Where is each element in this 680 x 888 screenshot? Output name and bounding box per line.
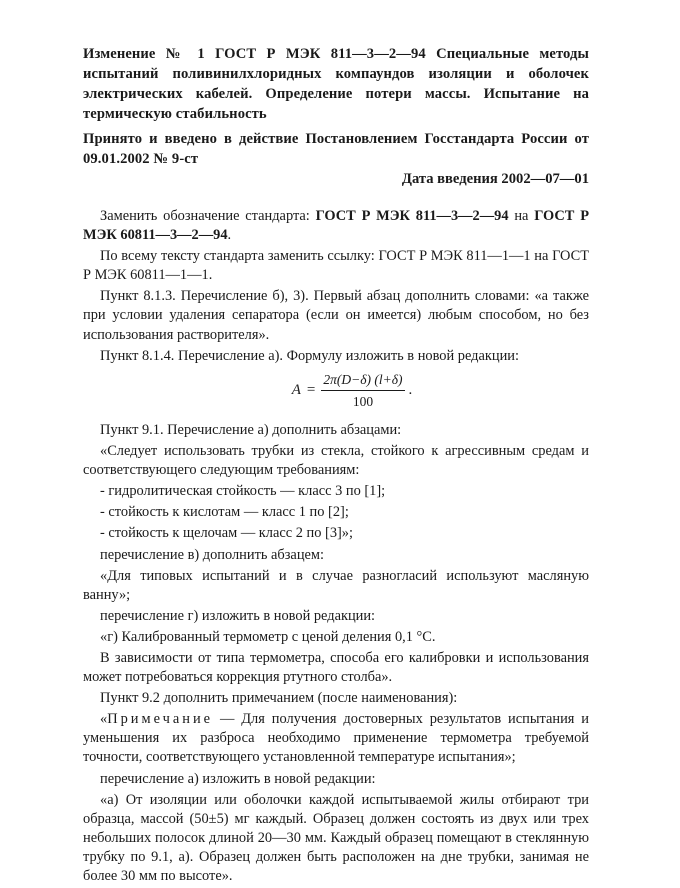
list-item-acid: - стойкость к кислотам — класс 1 по [2]; [100, 504, 349, 521]
paragraph-enum-g: перечисление г) изложить в новой редакции: [100, 607, 376, 624]
paragraph-calibration: В зависимости от типа термометра, способа его калибровки и использования может потребоваться коррекция ртутного столба». [83, 649, 589, 686]
paragraph-oil-bath: «Для типовых испытаний и в случае разногласий используют масляную ванну»; [83, 567, 589, 603]
formula [115, 370, 589, 411]
note-label: Примечание [107, 711, 214, 728]
paragraph-note [83, 710, 589, 767]
formula-lhs: A [291, 381, 301, 398]
document-body [83, 207, 589, 886]
note-open-quote: « [100, 711, 108, 728]
formula-fraction [321, 370, 404, 411]
effective-date: Дата введения 2002—07—01 [401, 171, 589, 187]
document-page [83, 44, 589, 888]
new-designation: ГОСТ Р МЭК 60811—3—2—94 [83, 208, 589, 244]
adoption-note: Принято и введено в действие Постановлением Госстандарта России от 09.01.2002 № 9-ст [83, 131, 589, 167]
paragraph-enum-v: перечисление в) дополнить абзацем: [100, 546, 325, 563]
paragraph-thermometer: «г) Калиброванный термометр с ценой деления 0,1 °С. [100, 628, 436, 645]
formula-end: . [408, 381, 413, 398]
list-item-hydrolytic: - гидролитическая стойкость — класс 3 по [1]; [100, 483, 386, 500]
note-text: — Для получения достоверных результатов испытания и уменьшения их разброса необходимо применение термометра требуемой точности, соответствующего установленной температуре испытания»; [83, 711, 589, 766]
paragraph-9-1: Пункт 9.1. Перечисление а) дополнить абзацами: [100, 421, 402, 438]
paragraph-reference: По всему тексту стандарта заменить ссылку: ГОСТ Р МЭК 811—1—1 на ГОСТ Р МЭК 60811—1—1. [83, 248, 589, 284]
replace-end: . [227, 227, 232, 244]
list-item-alkali: - стойкость к щелочам — класс 2 по [3]»; [100, 525, 353, 542]
old-designation: ГОСТ Р МЭК 811—3—2—94 [315, 208, 509, 224]
paragraph-enum-a: перечисление а) изложить в новой редакции: [100, 770, 376, 787]
paragraph-8-1-3: Пункт 8.1.3. Перечисление б), 3). Первый абзац дополнить словами: «а также при условии удаления сепаратора (если он имеется) любым способом, но без использования растворителя». [83, 288, 589, 343]
formula-equals: = [306, 381, 316, 398]
formula-numerator: 2π(D−δ) (l+δ) [321, 370, 404, 391]
formula-denominator: 100 [352, 393, 374, 409]
replace-on: на [508, 208, 535, 224]
paragraph-samples: «а) От изоляции или оболочки каждой испытываемой жилы отбирают три образца, массой (50±5) мг каждый. Образец должен состоять из двух или трех небольших полосок длиной 20—30 мм. Каждый образец помещают в стеклянную трубку по 9.1, а). Образец должен быть расположен на дне трубки, занимая не более 30 мм по высоте». [83, 791, 589, 884]
paragraph-8-1-4: Пункт 8.1.4. Перечисление а). Формулу изложить в новой редакции: [100, 347, 519, 364]
document-title: Изменение № 1 ГОСТ Р МЭК 811—3—2—94 Специальные методы испытаний поливинилхлоридных компаундов изоляции и оболочек электрических кабелей. Определение потери массы. Испытание на термическую стабильность [83, 46, 589, 122]
paragraph-9-2: Пункт 9.2 дополнить примечанием (после наименования): [100, 690, 458, 707]
paragraph-replace-designation [83, 207, 589, 245]
paragraph-glass-tubes: «Следует использовать трубки из стекла, стойкого к агрессивным средам и соответствующего следующим требованиям: [83, 443, 589, 479]
replace-text: Заменить обозначение стандарта: [100, 208, 316, 224]
